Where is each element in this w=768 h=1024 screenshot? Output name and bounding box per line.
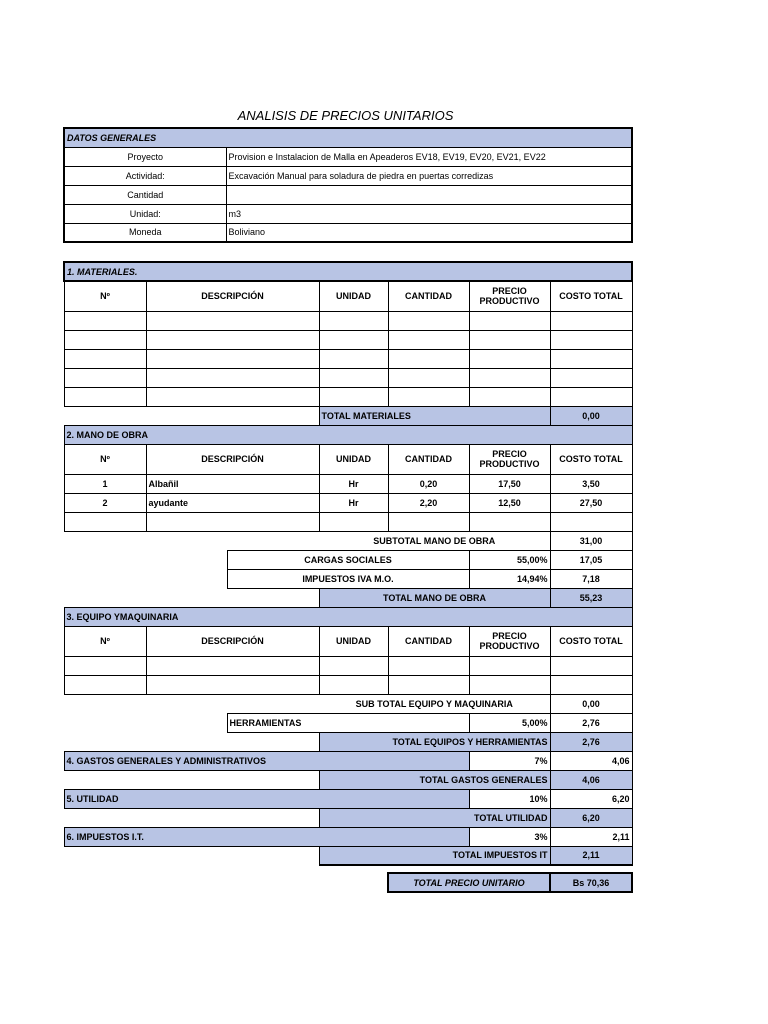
materiales-total-label: TOTAL MATERIALES <box>319 406 550 425</box>
datos-row <box>64 147 632 166</box>
col-cantidad: CANTIDAD <box>388 626 469 656</box>
cost-table <box>63 261 633 866</box>
cargas-sociales-pct: 55,00% <box>469 550 550 569</box>
datos-generales-header: DATOS GENERALES <box>64 128 632 147</box>
materiales-header: 1. MATERIALES. <box>64 262 632 281</box>
item-costo: 3,50 <box>550 474 632 493</box>
datos-label: Actividad: <box>64 166 226 185</box>
herramientas-value: 2,76 <box>550 713 632 732</box>
utilidad-total-value: 6,20 <box>550 808 632 827</box>
total-precio-value: Bs 70,36 <box>550 873 632 892</box>
item-num: 2 <box>64 493 146 512</box>
impuestos-iva-value: 7,18 <box>550 569 632 588</box>
table-row <box>64 675 632 694</box>
equipo-subtotal-row <box>64 694 632 713</box>
impuestos-total-row <box>64 846 632 865</box>
mano-obra-subtotal-label: SUBTOTAL MANO DE OBRA <box>373 535 496 546</box>
utilidad-pct: 10% <box>469 789 550 808</box>
table-row <box>64 368 632 387</box>
cargas-sociales-label: CARGAS SOCIALES <box>227 550 469 569</box>
equipo-subtotal-value: 0,00 <box>550 694 632 713</box>
item-costo: 27,50 <box>550 493 632 512</box>
datos-label: Moneda <box>64 223 226 242</box>
equipo-total-row <box>64 732 632 751</box>
mano-obra-header: 2. MANO DE OBRA <box>64 425 632 444</box>
item-cantidad: 2,20 <box>388 493 469 512</box>
col-cantidad: CANTIDAD <box>388 281 469 311</box>
cargas-sociales-row <box>64 550 632 569</box>
herramientas-row <box>64 713 632 732</box>
impuestos-iva-pct: 14,94% <box>469 569 550 588</box>
table-row <box>64 493 632 512</box>
table-row <box>64 330 632 349</box>
datos-row <box>64 185 632 204</box>
table-row <box>64 387 632 406</box>
impuestos-header: 6. IMPUESTOS I.T. <box>64 827 469 846</box>
impuestos-total-label: TOTAL IMPUESTOS IT <box>319 846 550 865</box>
impuestos-total-value: 2,11 <box>550 846 632 865</box>
col-costo: COSTO TOTAL <box>550 444 632 474</box>
cargas-sociales-value: 17,05 <box>550 550 632 569</box>
mano-obra-total-label: TOTAL MANO DE OBRA <box>319 588 550 607</box>
col-precio: PRECIO PRODUCTIVO <box>469 626 550 656</box>
datos-row <box>64 204 632 223</box>
datos-label: Unidad: <box>64 204 226 223</box>
col-precio: PRECIO PRODUCTIVO <box>469 281 550 311</box>
col-desc: DESCRIPCIÓN <box>146 444 319 474</box>
gastos-row <box>64 751 632 770</box>
equipo-subtotal-label: SUB TOTAL EQUIPO Y MAQUINARIA <box>355 698 513 709</box>
table-row <box>64 474 632 493</box>
col-unidad: UNIDAD <box>319 281 388 311</box>
impuestos-row <box>64 827 632 846</box>
equipo-total-label: TOTAL EQUIPOS Y HERRAMIENTAS <box>319 732 550 751</box>
gastos-total-value: 4,06 <box>550 770 632 789</box>
utilidad-total-label: TOTAL UTILIDAD <box>319 808 550 827</box>
gastos-total-label: TOTAL GASTOS GENERALES <box>319 770 550 789</box>
item-unidad: Hr <box>319 474 388 493</box>
materiales-column-headers <box>64 281 632 311</box>
item-desc: ayudante <box>146 493 319 512</box>
herramientas-pct: 5,00% <box>469 713 550 732</box>
datos-row <box>64 166 632 185</box>
datos-value: Excavación Manual para soladura de piedra en puertas corredizas <box>226 166 632 185</box>
utilidad-header: 5. UTILIDAD <box>64 789 469 808</box>
col-cantidad: CANTIDAD <box>388 444 469 474</box>
mano-obra-total-value: 55,23 <box>550 588 632 607</box>
datos-label: Cantidad <box>64 185 226 204</box>
mano-obra-subtotal-value: 31,00 <box>550 531 632 550</box>
equipo-total-value: 2,76 <box>550 732 632 751</box>
gastos-pct: 7% <box>469 751 550 770</box>
total-precio-label: TOTAL PRECIO UNITARIO <box>388 873 550 892</box>
herramientas-label: HERRAMIENTAS <box>227 713 469 732</box>
col-costo: COSTO TOTAL <box>550 626 632 656</box>
col-num: Nº <box>64 281 146 311</box>
materiales-total-value: 0,00 <box>550 406 632 425</box>
item-cantidad: 0,20 <box>388 474 469 493</box>
impuestos-value: 2,11 <box>550 827 632 846</box>
col-num: Nº <box>64 444 146 474</box>
datos-value: Provision e Instalacion de Malla en Apeaderos EV18, EV19, EV20, EV21, EV22 <box>226 147 632 166</box>
gastos-value: 4,06 <box>550 751 632 770</box>
utilidad-row <box>64 789 632 808</box>
item-precio: 17,50 <box>469 474 550 493</box>
materiales-total-row <box>64 406 632 425</box>
col-unidad: UNIDAD <box>319 444 388 474</box>
col-unidad: UNIDAD <box>319 626 388 656</box>
impuestos-iva-label: IMPUESTOS IVA M.O. <box>227 569 469 588</box>
datos-row <box>64 223 632 242</box>
impuestos-iva-row <box>64 569 632 588</box>
gastos-header: 4. GASTOS GENERALES Y ADMINISTRATIVOS <box>64 751 469 770</box>
mano-obra-subtotal-row <box>64 531 632 550</box>
impuestos-pct: 3% <box>469 827 550 846</box>
col-desc: DESCRIPCIÓN <box>146 626 319 656</box>
col-num: Nº <box>64 626 146 656</box>
item-precio: 12,50 <box>469 493 550 512</box>
equipo-column-headers <box>64 626 632 656</box>
datos-generales-table <box>63 127 633 243</box>
table-row <box>64 349 632 368</box>
utilidad-value: 6,20 <box>550 789 632 808</box>
table-row <box>64 311 632 330</box>
utilidad-total-row <box>64 808 632 827</box>
total-precio-table <box>387 872 633 893</box>
datos-label: Proyecto <box>64 147 226 166</box>
mano-obra-total-row <box>64 588 632 607</box>
table-row <box>64 512 632 531</box>
datos-value <box>226 185 632 204</box>
gastos-total-row <box>64 770 632 789</box>
equipo-header: 3. EQUIPO YMAQUINARIA <box>64 607 632 626</box>
mano-obra-column-headers <box>64 444 632 474</box>
datos-value: Boliviano <box>226 223 632 242</box>
item-num: 1 <box>64 474 146 493</box>
col-costo: COSTO TOTAL <box>550 281 632 311</box>
item-unidad: Hr <box>319 493 388 512</box>
item-desc: Albañil <box>146 474 319 493</box>
col-desc: DESCRIPCIÓN <box>146 281 319 311</box>
datos-value: m3 <box>226 204 632 223</box>
table-row <box>64 656 632 675</box>
col-precio: PRECIO PRODUCTIVO <box>469 444 550 474</box>
page-title: ANALISIS DE PRECIOS UNITARIOS <box>237 108 454 123</box>
